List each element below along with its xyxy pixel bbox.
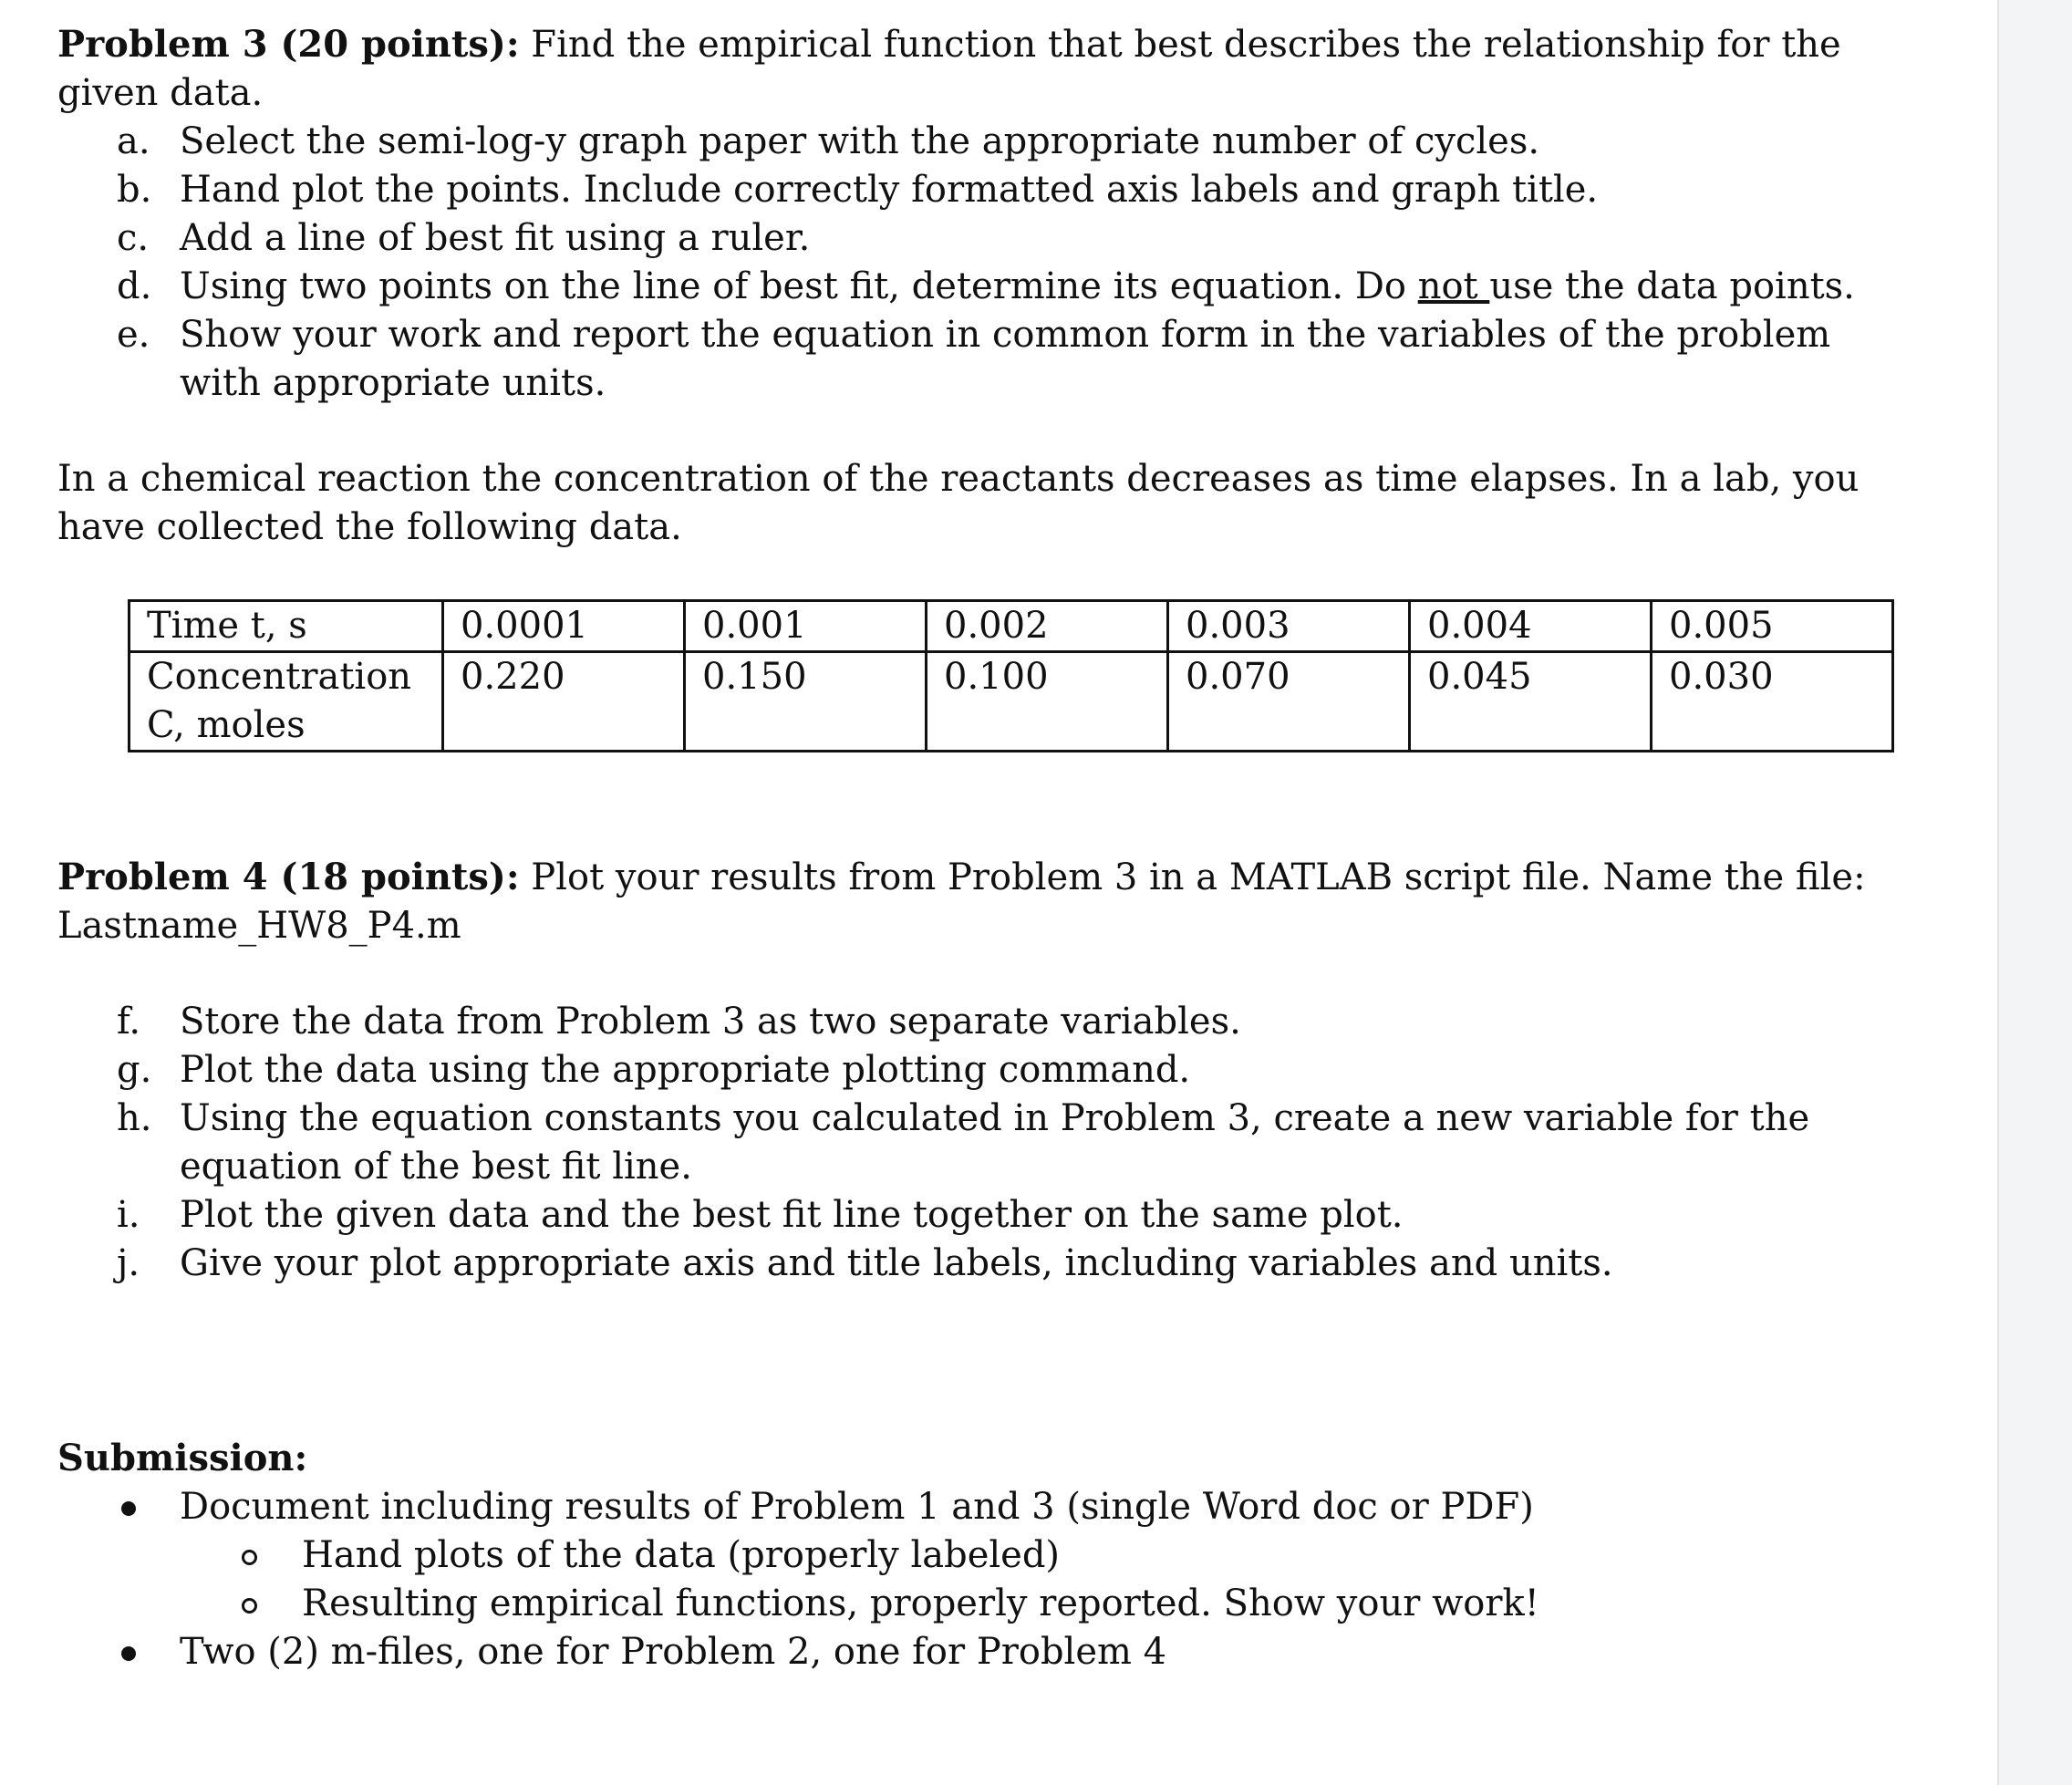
list-item-text: Hand plot the points. Include correctly formatted axis labels and graph title.: [180, 169, 1599, 211]
list-item-text: Store the data from Problem 3 as two separate variables.: [180, 1001, 1241, 1043]
table-cell: 0.003: [1168, 601, 1410, 652]
list-item: [57, 263, 1918, 311]
list-item-text: Add a line of best fit using a ruler.: [180, 217, 811, 259]
problem4-task-list: [57, 998, 1918, 1288]
list-marker: j.: [117, 1242, 140, 1284]
table-row-time: [130, 601, 1893, 652]
document-content: [57, 20, 1918, 1676]
bullet-circle-icon: [242, 1598, 257, 1614]
problem3-context: In a chemical reaction the concentration of the reactants decreases as time elapses. In a lab, you have collected the following data.: [57, 458, 1860, 548]
list-marker: e.: [117, 314, 150, 356]
list-item: [57, 118, 1918, 166]
list-item-text: Using the equation constants you calculated in Problem 3, create a new variable for the equation of the best fit line.: [180, 1097, 1810, 1188]
table-cell: 0.002: [927, 601, 1168, 652]
bullet-dot-icon: [121, 1646, 136, 1661]
list-item-text: Two (2) m-files, one for Problem 2, one for Problem 4: [180, 1631, 1167, 1673]
list-item-text: Show your work and report the equation in common form in the variables of the problem with appropriate units.: [180, 314, 1831, 404]
list-item-text: Give your plot appropriate axis and title labels, including variables and units.: [180, 1242, 1613, 1284]
table-row-concentration: [130, 652, 1893, 752]
list-item-text: Resulting empirical functions, properly reported. Show your work!: [302, 1583, 1539, 1624]
list-marker: c.: [117, 217, 150, 259]
list-marker: f.: [117, 1001, 141, 1043]
list-item-text: Plot the data using the appropriate plotting command.: [180, 1049, 1191, 1091]
table-cell: 0.0001: [443, 601, 685, 652]
problem3-task-list: [57, 118, 1918, 408]
table-cell: 0.004: [1410, 601, 1652, 652]
list-item: [57, 1046, 1918, 1095]
table-cell: 0.150: [685, 652, 927, 752]
table-cell: 0.220: [443, 652, 685, 752]
table-cell: 0.070: [1168, 652, 1410, 752]
table-row-label-line1: Concentration: [147, 656, 412, 698]
table-cell: 0.030: [1652, 652, 1893, 752]
data-table: [128, 599, 1894, 752]
submission-heading: [57, 1434, 1918, 1483]
list-marker: i.: [117, 1194, 140, 1236]
window-side-gutter: [1997, 0, 2072, 1785]
table-row-label: Time t, s: [130, 601, 443, 652]
table-row-label: [130, 652, 443, 752]
table-cell: 0.045: [1410, 652, 1652, 752]
list-marker: g.: [117, 1049, 152, 1091]
list-marker: h.: [117, 1097, 152, 1139]
list-item: [57, 311, 1918, 408]
problem3-intro: [57, 20, 1918, 118]
sub-list-item: [57, 1531, 1918, 1580]
list-item: [57, 1191, 1918, 1240]
sub-list-item: [57, 1580, 1918, 1628]
list-item: [57, 166, 1918, 214]
table-cell: 0.005: [1652, 601, 1893, 652]
list-item: [57, 1240, 1918, 1288]
list-marker: d.: [117, 265, 152, 307]
bullet-circle-icon: [242, 1550, 257, 1565]
list-item-text: Document including results of Problem 1 and 3 (single Word doc or PDF): [180, 1486, 1534, 1528]
problem4-intro-text: Plot your results from Problem 3 in a MATLAB script file. Name the file: Lastname_HW8_P4.m: [57, 856, 1866, 947]
list-item: [57, 214, 1918, 263]
problem4-intro: [57, 853, 1918, 950]
list-item: [57, 1095, 1918, 1191]
submission-heading-text: Submission:: [57, 1437, 308, 1479]
list-item: [57, 1483, 1918, 1531]
underlined-not: not: [1417, 265, 1490, 307]
table-cell: 0.001: [685, 601, 927, 652]
list-item-text: Select the semi-log-y graph paper with the appropriate number of cycles.: [180, 120, 1540, 162]
list-item: [57, 998, 1918, 1046]
problem4-heading: Problem 4 (18 points):: [57, 856, 520, 898]
problem3-heading: Problem 3 (20 points):: [57, 23, 520, 66]
list-item-text: Plot the given data and the best fit line together on the same plot.: [180, 1194, 1404, 1236]
table-cell: 0.100: [927, 652, 1168, 752]
submission-list: [57, 1483, 1918, 1676]
list-item-text-end: use the data points.: [1489, 265, 1855, 307]
list-item-text: Hand plots of the data (properly labeled): [302, 1534, 1061, 1576]
list-item-text: Using two points on the line of best fit, determine its equation. Do: [180, 265, 1418, 307]
list-marker: a.: [117, 120, 150, 162]
bullet-dot-icon: [121, 1501, 136, 1516]
list-marker: b.: [117, 169, 152, 211]
table-row-label-line2: C, moles: [147, 704, 306, 746]
list-item: [57, 1628, 1918, 1676]
problem3-intro-text: Find the empirical function that best describes the relationship for the given data.: [57, 24, 1841, 114]
